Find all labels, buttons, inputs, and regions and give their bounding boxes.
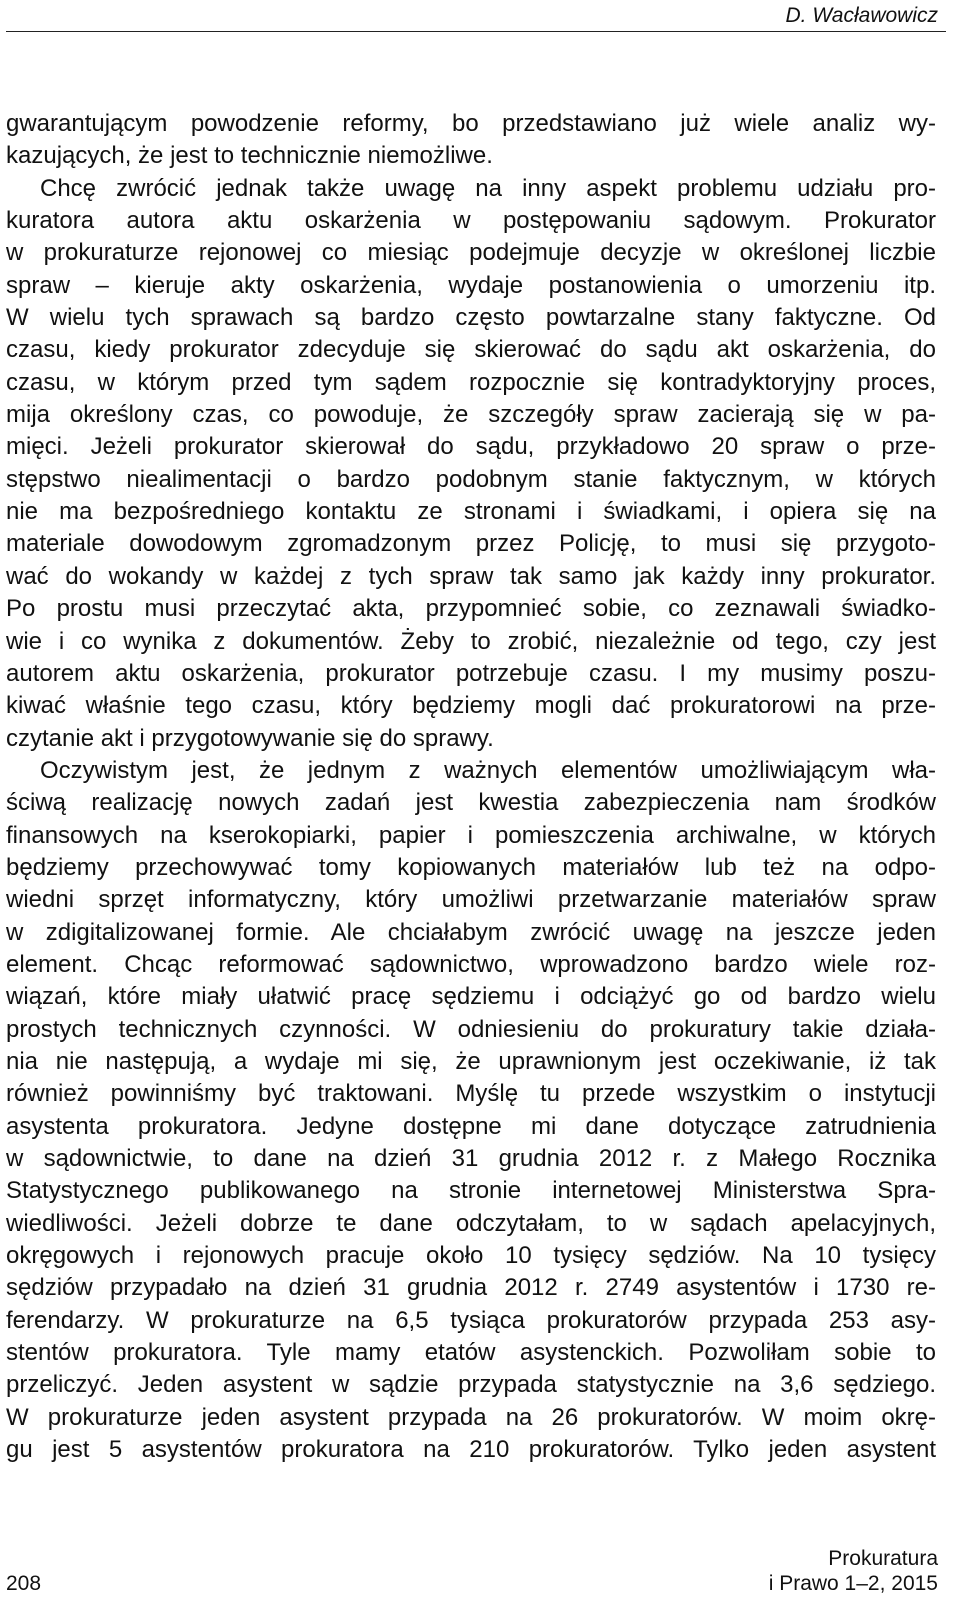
text-line: w zdigitalizowanej formie. Ale chciałabym zwrócić uwagę na jeszcze jeden [6,918,936,946]
text-line: Oczywistym jest, że jednym z ważnych elementów umożliwiającym wła- [40,756,936,784]
text-line: nie ma bezpośredniego kontaktu ze stronami i świadkami, i opiera się na [6,498,936,526]
text-line: czasu, kiedy prokurator zdecyduje się skierować do sądu akt oskarżenia, do [6,336,936,364]
text-line: w sądownictwie, to dane na dzień 31 grudnia 2012 r. z Małego Rocznika [6,1145,936,1172]
text-line: będziemy przechowywać tomy kopiowanych materiałów lub też na odpo- [6,853,936,881]
header-rule [6,31,946,32]
text-line: gu jest 5 asystentów prokuratora na 210 prokuratorów. Tylko jeden asystent [6,1436,936,1464]
text-line: W wielu tych sprawach są bardzo często powtarzalne stany faktyczne. Od [6,304,936,332]
text-line: Chcę zwrócić jednak także uwagę na inny aspekt problemu udziału pro- [40,174,936,202]
paragraph [6,108,936,173]
text-line: ściwą realizację nowych zadań jest kwestia zabezpieczenia nam środków [6,789,936,817]
text-line: spraw – kieruje akty oskarżenia, wydaje postanowienia o umorzeniu itp. [6,271,936,299]
page-number: 208 [6,1572,42,1595]
text-line: wiedni sprzęt informatyczny, który umożliwi przetwarzanie materiałów spraw [6,886,936,914]
text-line: w prokuraturze rejonowej co miesiąc podejmuje decyzje w określonej liczbie [6,239,936,267]
text-line: Po prostu musi przeczytać akta, przypomnieć sobie, co zeznawali świadko- [6,595,936,623]
text-line: prostych technicznych czynności. W odniesieniu do prokuratury takie działa- [6,1015,936,1043]
journal-title: Prokuratura [828,1547,938,1570]
text-line: W prokuraturze jeden asystent przypada na 26 prokuratorów. W moim okrę- [6,1403,936,1431]
running-head-author: D. Wacławowicz [785,4,938,27]
text-line: wie i co wynika z dokumentów. Żeby to zrobić, niezależnie od tego, czy jest [6,627,936,655]
text-line: sędziów przypadało na dzień 31 grudnia 2012 r. 2749 asystentów i 1730 re- [6,1274,936,1302]
journal-issue: i Prawo 1–2, 2015 [768,1572,938,1595]
text-line: element. Chcąc reformować sądownictwo, wprowadzono bardzo wiele roz- [6,950,936,978]
text-line: kazujących, że jest to technicznie niemożliwe. [6,142,493,170]
paragraph [6,173,936,755]
text-line: asystenta prokuratora. Jedyne dostępne mi dane dotyczące zatrudnienia [6,1112,936,1140]
text-line: wać do wokandy w każdej z tych spraw tak samo jak każdy inny prokurator. [6,562,936,590]
text-line: stępstwo niealimentacji o bardzo podobnym stanie faktycznym, w których [6,465,936,493]
text-line: finansowych na kserokopiarki, papier i pomieszczenia archiwalne, w których [6,821,936,849]
text-line: czasu, w którym przed tym sądem rozpocznie się kontradyktoryjny proces, [6,368,936,396]
text-line: stentów prokuratora. Tyle mamy etatów asystenckich. Pozwoliłam sobie to [6,1339,936,1367]
journal-footer [769,1546,938,1596]
text-line: kuratora autora aktu oskarżenia w postępowaniu sądowym. Prokurator [6,207,936,235]
text-line: wiedliwości. Jeżeli dobrze te dane odczytałam, to w sądach apelacyjnych, [6,1209,936,1237]
text-line: gwarantującym powodzenie reformy, bo przedstawiano już wiele analiz wy- [6,110,936,137]
text-line: ferendarzy. W prokuraturze na 6,5 tysiąca prokuratorów przypada 253 asy- [6,1306,936,1334]
text-line: nia nie następują, a wydaje mi się, że uprawnionym jest oczekiwanie, iż tak [6,1047,936,1075]
text-line: Statystycznego publikowanego na stronie internetowej Ministerstwa Spra- [6,1177,936,1205]
text-line: materiale dowodowym zgromadzonym przez Policję, to musi się przygoto- [6,530,936,558]
text-line: wiązań, które miały ułatwić pracę sędziemu i odciążyć go od bardzo wielu [6,983,936,1011]
paragraph [6,755,936,1467]
text-line: czytanie akt i przygotowywanie się do sprawy. [6,724,494,752]
text-line: autorem aktu oskarżenia, prokurator potrzebuje czasu. I my musimy poszu- [6,659,936,687]
text-line: kiwać właśnie tego czasu, który będziemy mogli dać prokuratorowi na prze- [6,692,936,720]
text-line: mija określony czas, co powoduje, że szczegóły spraw zacierają się w pa- [6,401,936,429]
article-body [6,108,936,1466]
text-line: mięci. Jeżeli prokurator skierował do sądu, przykładowo 20 spraw o prze- [6,433,936,461]
text-line: również powinniśmy być traktowani. Myślę tu przede wszystkim o instytucji [6,1080,936,1108]
text-line: przeliczyć. Jeden asystent w sądzie przypada statystycznie na 3,6 sędziego. [6,1371,936,1399]
text-line: okręgowych i rejonowych pracuje około 10 tysięcy sędziów. Na 10 tysięcy [6,1242,936,1270]
